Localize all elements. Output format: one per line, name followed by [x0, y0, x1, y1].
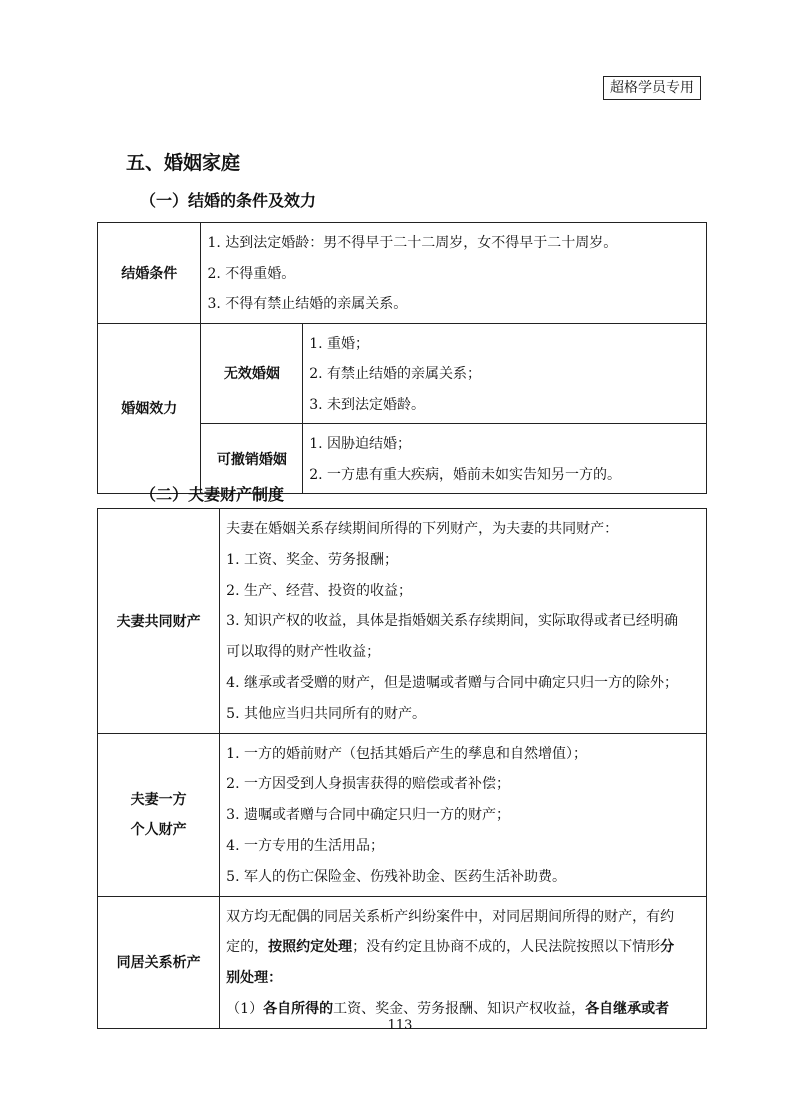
list-item: 4. 继承或者受赠的财产，但是遗嘱或者赠与合同中确定只归一方的除外； — [226, 674, 678, 691]
marriage-conditions-table — [97, 222, 707, 494]
list-item: 4. 一方专用的生活用品； — [226, 837, 384, 854]
list-item: 5. 军人的伤亡保险金、伤残补助金、医药生活补助费。 — [226, 868, 566, 885]
text-run: ；没有约定且协商不成的，人民法院按照以下情形 — [352, 939, 661, 956]
list-item: 1. 一方的婚前财产（包括其婚后产生的孳息和自然增值）； — [226, 745, 587, 762]
table-row — [98, 323, 707, 424]
marital-property-table — [97, 508, 707, 1029]
table-row — [98, 896, 707, 1028]
list-item: 可以取得的财产性收益； — [226, 644, 381, 661]
paragraph-line: 双方均无配偶的同居关系析产纠纷案件中，对同居期间所得的财产，有约 — [226, 908, 675, 925]
list-item: 2. 一方患有重大疾病，婚前未如实告知另一方的。 — [309, 466, 622, 483]
marriage-conditions-content — [201, 223, 707, 324]
subsection-title-property: （二）夫妻财产制度 — [140, 485, 285, 504]
list-item: 1. 工资、奖金、劳务报酬； — [226, 551, 398, 568]
row-label-personal-property — [98, 733, 220, 896]
list-item: 3. 未到法定婚龄。 — [309, 396, 426, 413]
paragraph-line — [226, 932, 700, 963]
cohabitation-property-content — [220, 896, 707, 1028]
list-item: 5. 其他应当归共同所有的财产。 — [226, 705, 426, 722]
student-exclusive-badge: 超格学员专用 — [603, 76, 701, 100]
list-item: 2. 生产、经营、投资的收益； — [226, 582, 412, 599]
bold-text: 按照约定处理 — [268, 939, 353, 956]
bold-text: 分 — [660, 939, 675, 956]
sublabel-void-marriage: 无效婚姻 — [201, 323, 303, 424]
void-marriage-content — [303, 323, 707, 424]
table-row — [98, 733, 707, 896]
table-row — [98, 223, 707, 324]
bold-text: 各自所得的 — [263, 1000, 334, 1017]
voidable-marriage-content — [303, 424, 707, 494]
list-item: 1. 重婚； — [309, 335, 370, 352]
text-run: 工资、奖金、劳务报酬、知识产权收益， — [333, 1000, 586, 1017]
list-item: 2. 有禁止结婚的亲属关系； — [309, 366, 482, 382]
row-label-cohabitation-property: 同居关系析产 — [98, 896, 220, 1028]
text-run: 定的， — [226, 939, 269, 956]
sublabel-voidable-marriage: 可撤销婚姻 — [201, 424, 303, 494]
list-item: 1. 因胁迫结婚； — [309, 436, 412, 452]
row-label-marriage-conditions: 结婚条件 — [98, 223, 201, 324]
list-item: 1. 达到法定婚龄：男不得早于二十二周岁，女不得早于二十周岁。 — [207, 235, 618, 251]
subsection-title-marriage: （一）结婚的条件及效力 — [140, 191, 317, 210]
label-line: 个人财产 — [130, 821, 187, 838]
list-item: 2. 不得重婚。 — [207, 265, 296, 282]
table-row — [98, 509, 707, 734]
row-label-marriage-effect: 婚姻效力 — [98, 323, 201, 494]
bold-text: 别处理 — [226, 970, 269, 987]
list-item: 3. 遗嘱或者赠与合同中确定只归一方的财产； — [226, 807, 510, 824]
list-item: 3. 不得有禁止结婚的亲属关系。 — [207, 296, 408, 312]
joint-property-content — [220, 509, 707, 734]
bold-text: ： — [268, 970, 283, 987]
list-item: 2. 一方因受到人身损害获得的赔偿或者补偿； — [226, 776, 510, 793]
page-number: 113 — [387, 1018, 413, 1033]
list-item: 夫妻在婚姻关系存续期间所得的下列财产，为夫妻的共同财产： — [226, 521, 619, 537]
label-line: 夫妻一方 — [130, 791, 187, 808]
text-run: （1） — [226, 1000, 264, 1017]
section-title: 五、婚姻家庭 — [126, 152, 241, 174]
personal-property-content — [220, 733, 707, 896]
list-item: 3. 知识产权的收益，具体是指婚姻关系存续期间，实际取得或者已经明确 — [226, 613, 678, 630]
paragraph-line — [226, 963, 700, 994]
row-label-joint-property: 夫妻共同财产 — [98, 509, 220, 734]
bold-text: 各自继承或者 — [585, 1000, 670, 1017]
